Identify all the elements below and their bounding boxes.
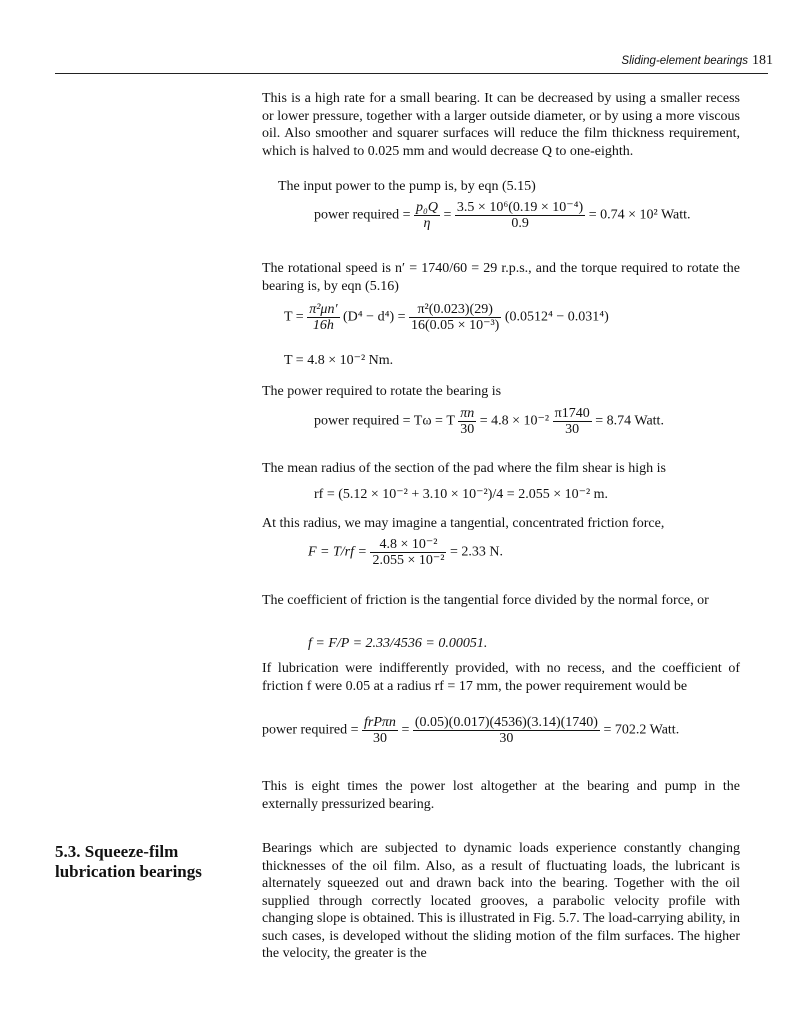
running-header-title: Sliding-element bearings <box>621 55 748 67</box>
paragraph-4: The power required to rotate the bearing is <box>262 384 502 399</box>
paragraph-8: If lubrication were indifferently provided, with no recess, and the coefficient of friction f were 0.05 at a radius rf = 17 mm, the power requirement would be <box>262 661 740 694</box>
paragraph-2: The input power to the pump is, by eqn (5.15) <box>278 179 536 194</box>
equation-friction-force: F = T/rf = $\frac{\text{4.8 × 10⁻²}}{\text{2.055 × 10⁻²}}$ = 2.33 N. <box>308 537 503 568</box>
paragraph-9: This is eight times the power lost altogether at the bearing and pump in the externally pressurized bearing. <box>262 779 740 812</box>
section-heading: 5.3. Squeeze-film lubrication bearings <box>55 842 202 881</box>
equation-torque: T = $\frac{\text{π²μn′}}{16h}$ (D⁴ − d⁴) = $\frac{\text{π²(0.023)(29)}}{\text{16(0.05 × 10⁻³)}}$ (0.0512⁴ − 0.031⁴) <box>284 302 609 333</box>
equation-power-rotate: power required = Tω = T $\frac{\pi n}{30}$ = 4.8 × 10⁻² $\frac{\pi 1740}{30}$ = 8.74 Watt. <box>314 406 664 437</box>
paragraph-5: The mean radius of the section of the pad where the film shear is high is <box>262 461 666 476</box>
paragraph-7: The coefficient of friction is the tangential force divided by the normal force, or <box>262 593 709 608</box>
page-number: 181 <box>752 53 773 68</box>
equation-power-no-recess: power required = $\frac{\text{frPπn}}{30}$ = $\frac{(0.05)(0.017)(4536)(3.14)(1740)}{30}$ = 702.2 Watt. <box>262 715 680 746</box>
header-rule <box>55 73 768 74</box>
paragraph-3: The rotational speed is n′ = 1740/60 = 29 r.p.s., and the torque required to rotate the bearing is, by eqn (5.16) <box>262 261 740 294</box>
equation-power-pump: power required = $\frac{\text{p₀Q}}{\eta}$ = $\frac{\text{3.5 × 10⁶(0.19 × 10⁻⁴)}}{0.9}$ = 0.74 × 10² Watt. <box>314 200 691 231</box>
paragraph-10: Bearings which are subjected to dynamic loads experience constantly changing thicknesses of the oil film. Also, as a result of fluctuating loads, the lubricant is alternately squeezed out and drawn back into the bearing. Together with the oil supplied through correctly located grooves, a parabolic velocity profile with changing slope is obtained. This is illustrated in Fig. 5.7. The load-carrying ability, in such cases, is developed without the sliding motion of the film surfaces. The higher the velocity, the greater is the <box>262 841 740 961</box>
paragraph-1: This is a high rate for a small bearing. It can be decreased by using a smaller recess or lower pressure, together with a larger outside diameter, or by using a more viscous oil. Also smoother and squarer surfaces will reduce the film thickness requirement, which is halved to 0.025 mm and would decrease Q to one-eighth. <box>262 91 740 159</box>
paragraph-6: At this radius, we may imagine a tangential, concentrated friction force, <box>262 516 665 531</box>
